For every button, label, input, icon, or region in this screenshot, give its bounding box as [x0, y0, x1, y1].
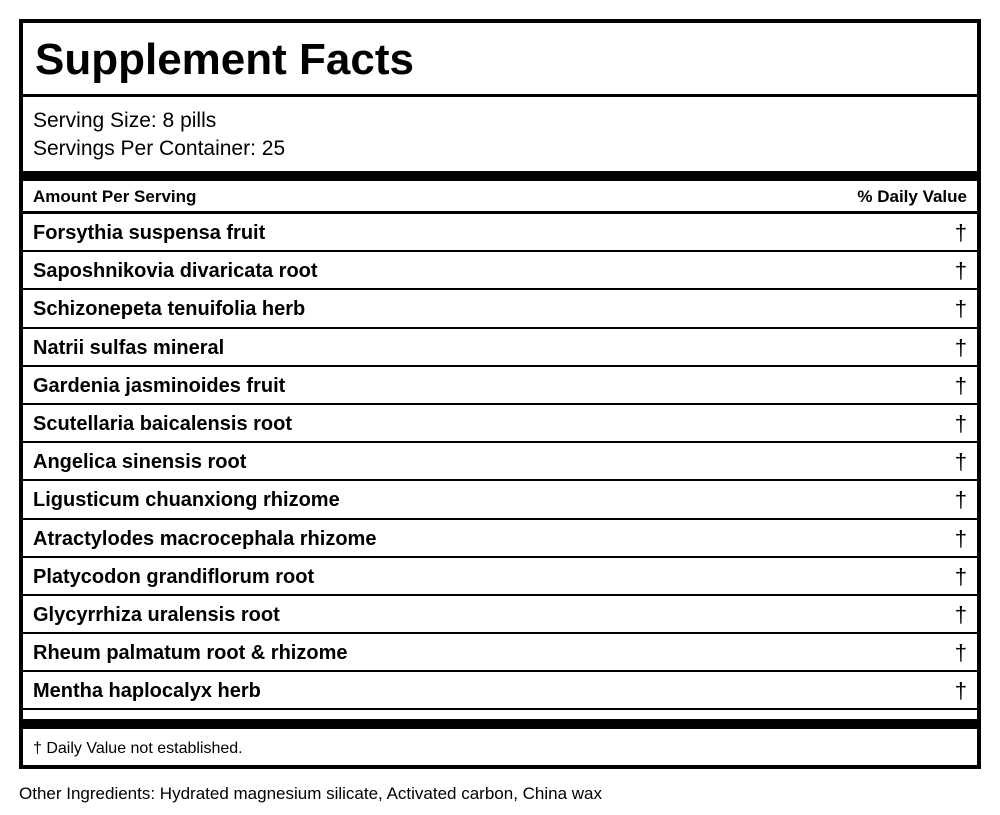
daily-value-header: % Daily Value — [857, 187, 967, 206]
ingredient-name: Scutellaria baicalensis root — [33, 412, 292, 435]
servings-per-container: Servings Per Container: 25 — [33, 137, 286, 160]
ingredient-name: Atractylodes macrocephala rhizome — [33, 527, 377, 550]
ingredient-dv: † — [954, 220, 967, 245]
ingredient-name: Glycyrrhiza uralensis root — [33, 603, 280, 626]
ingredient-dv: † — [954, 334, 967, 360]
ingredient-dv: † — [954, 601, 967, 627]
ingredient-row — [23, 252, 977, 290]
ingredient-name: Gardenia jasminoides fruit — [33, 374, 286, 397]
ingredient-name: Rheum palmatum root & rhizome — [33, 642, 348, 665]
panel-title: Supplement Facts — [23, 23, 977, 97]
ingredient-dv: † — [954, 563, 967, 589]
ingredient-name: Platycodon grandiflorum root — [33, 565, 315, 588]
ingredient-row — [23, 558, 977, 596]
ingredient-name: Angelica sinensis root — [33, 451, 247, 474]
ingredient-dv: † — [954, 449, 967, 475]
ingredient-name: Saposhnikovia divaricata root — [33, 260, 318, 283]
ingredient-row — [23, 329, 977, 367]
ingredient-name: Ligusticum chuanxiong rhizome — [33, 489, 340, 512]
other-ingredients: Other Ingredients: Hydrated magnesium silicate, Activated carbon, China wax — [19, 784, 603, 803]
ingredient-row — [23, 443, 977, 481]
supplement-facts-panel — [19, 19, 981, 769]
ingredient-row — [23, 672, 977, 710]
ingredient-dv: † — [954, 410, 967, 436]
ingredient-row — [23, 634, 977, 672]
ingredient-dv: † — [954, 372, 967, 398]
ingredient-dv: † — [954, 640, 967, 666]
ingredient-dv: † — [954, 296, 967, 322]
thick-divider-bottom — [23, 719, 977, 729]
ingredient-name: Natrii sulfas mineral — [33, 336, 225, 359]
amount-per-serving-header: Amount Per Serving — [33, 187, 197, 206]
ingredient-dv: † — [954, 487, 967, 513]
serving-info — [23, 97, 977, 173]
ingredient-dv: † — [954, 678, 967, 704]
ingredient-name: Schizonepeta tenuifolia herb — [33, 298, 306, 321]
ingredient-row — [23, 596, 977, 634]
daily-value-footnote: † Daily Value not established. — [33, 740, 243, 757]
ingredient-row — [23, 214, 977, 252]
ingredient-row — [23, 481, 977, 519]
ingredient-dv: † — [954, 525, 967, 551]
ingredient-row — [23, 290, 977, 328]
ingredient-dv: † — [954, 258, 967, 284]
ingredient-name: Forsythia suspensa fruit — [33, 222, 266, 244]
ingredient-row — [23, 520, 977, 558]
ingredient-name: Mentha haplocalyx herb — [33, 680, 261, 703]
thick-divider-top — [23, 171, 977, 181]
ingredient-row — [23, 367, 977, 405]
serving-size: Serving Size: 8 pills — [33, 109, 217, 132]
ingredient-list — [23, 214, 977, 710]
column-header-row — [23, 182, 977, 214]
ingredient-row — [23, 405, 977, 443]
